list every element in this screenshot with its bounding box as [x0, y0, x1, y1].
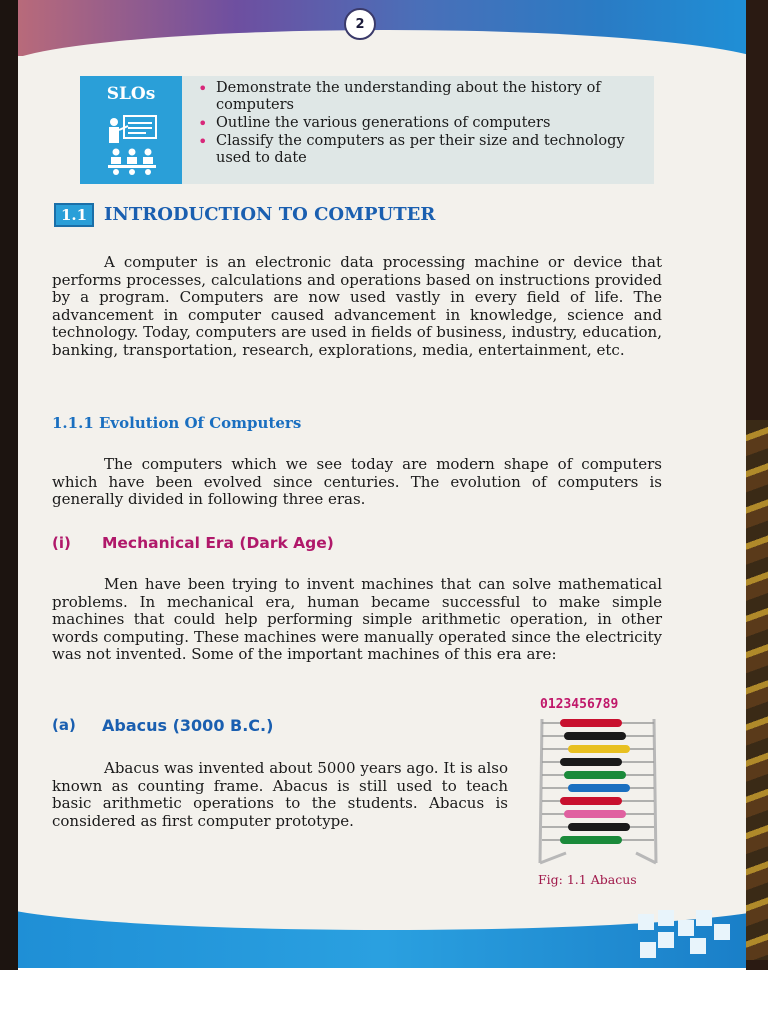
abacus-figure	[536, 697, 660, 867]
abacus-beads	[564, 810, 626, 818]
abacus-beads	[560, 719, 622, 727]
intro-paragraph: A computer is an electronic data processing machine or device that performs processes, calculations and operations based on instructions provided by a program. Computers are now used vastly in every field of life. The advancement in computer caused advancement in knowledge, science and technology. Today, computers are used in fields of business, industry, education, banking, transportation, research, explorations, media, entertainment, etc.	[52, 253, 662, 359]
abacus-digits: 0123456789	[540, 697, 619, 712]
textbook-page	[18, 0, 746, 968]
slo-item: • Classify the computers as per their size and technology used to date	[198, 133, 648, 167]
figure-caption: Fig: 1.1 Abacus	[538, 872, 637, 887]
classroom-icon	[106, 114, 158, 178]
abacus-beads	[568, 745, 630, 753]
abacus-beads	[568, 784, 630, 792]
page-number: 2	[344, 8, 376, 40]
era-title: Mechanical Era (Dark Age)	[102, 534, 334, 552]
mechanical-era-paragraph: Men have been trying to invent machines that can solve mathematical problems. In mechanical era, human became successful to make simple machines that could help performing simple arithmetic operation, in other words computing. These machines were manually operated since the electricity was not invented. Some of the important machines of this era are:	[52, 575, 662, 663]
section-title: INTRODUCTION TO COMPUTER	[104, 204, 436, 225]
section-number: 1.1	[54, 203, 94, 227]
abacus-beads	[568, 823, 630, 831]
slo-tile	[80, 76, 182, 184]
slo-list	[198, 80, 648, 168]
slo-item: • Demonstrate the understanding about the history of computers	[198, 80, 648, 114]
abacus-beads	[560, 797, 622, 805]
abacus-beads	[564, 732, 626, 740]
background-right	[746, 0, 768, 970]
abacus-beads	[560, 758, 622, 766]
abacus-beads	[560, 836, 622, 844]
slo-box	[80, 76, 654, 184]
evolution-paragraph: The computers which we see today are modern shape of computers which have been evolved since centuries. The evolution of computers is generally divided in following three eras.	[52, 455, 662, 508]
abacus-paragraph: Abacus was invented about 5000 years ago. It is also known as counting frame. Abacus is still used to teach basic arithmetic operations to the students. Abacus is considered as first computer prototype.	[52, 759, 508, 830]
abacus-label: (a)	[52, 716, 76, 734]
background-left	[0, 0, 18, 970]
era-label: (i)	[52, 534, 71, 552]
abacus-title: Abacus (3000 B.C.)	[102, 716, 274, 735]
abacus-image	[536, 713, 660, 867]
slo-title: SLOs	[106, 84, 156, 104]
subsection-title: 1.1.1 Evolution Of Computers	[52, 414, 302, 432]
slo-item: • Outline the various generations of computers	[198, 115, 648, 132]
abacus-beads	[564, 771, 626, 779]
